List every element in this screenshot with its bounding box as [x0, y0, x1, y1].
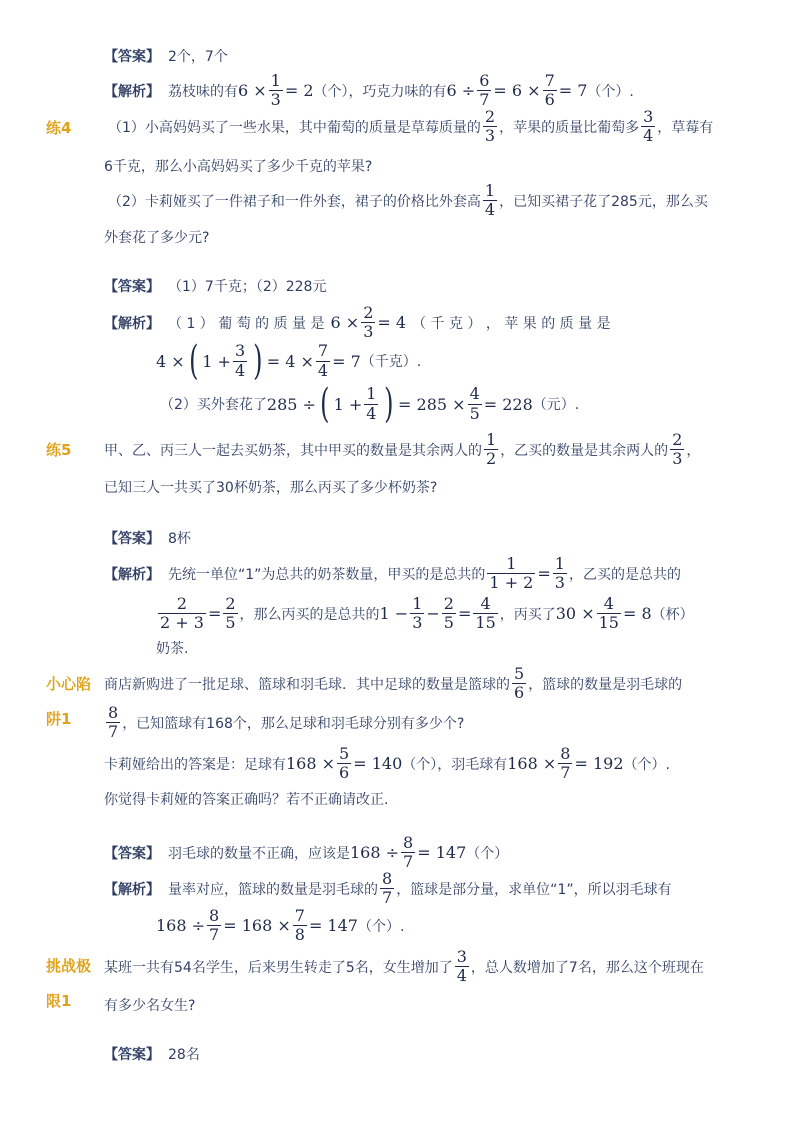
- text: （1）小高妈妈买了一些水果，其中葡萄的质量是草莓质量的: [108, 119, 481, 136]
- question-line: [104, 948, 704, 986]
- text: （个）.: [623, 756, 670, 773]
- fraction: $\frac{3}{4}$: [456, 947, 467, 986]
- answer-label: 【答案】: [104, 531, 160, 547]
- text: ，苹果的质量比葡萄多: [499, 119, 640, 136]
- fraction: $\frac{8}{7}$: [560, 744, 571, 783]
- text: 量率对应，篮球的数量是羽毛球的: [168, 881, 378, 898]
- math: = 6 ×: [493, 81, 541, 101]
- analysis-label: 【解析】: [104, 315, 160, 332]
- fraction: $\frac{3}{4}$: [643, 107, 654, 146]
- text: ，: [686, 442, 701, 459]
- math: = 168 ×: [223, 916, 291, 936]
- math: 6 ×: [330, 313, 360, 333]
- text: （千克）.: [360, 354, 422, 370]
- section-label-line: 小心陷: [46, 675, 92, 693]
- answer-text: 8杯: [168, 531, 191, 547]
- fraction: $\frac{1}{3}$: [554, 554, 565, 593]
- answer-label: 【答案】: [104, 1047, 160, 1063]
- section-label-line: 限1: [46, 992, 72, 1010]
- fraction: $\frac{2}{3}$: [484, 107, 496, 146]
- text: ，草莓有: [657, 119, 714, 136]
- answer-line: [104, 1044, 200, 1064]
- text: （个），巧克力味的有: [313, 83, 447, 100]
- answer-label: 【答案】: [104, 845, 160, 862]
- math: = 2: [284, 81, 314, 101]
- fraction: $\frac{2}{5}$: [225, 594, 236, 633]
- question-line: [104, 704, 464, 742]
- math: 168 ×: [286, 754, 336, 774]
- text: 奶茶.: [156, 641, 189, 657]
- math: = 4 ×: [266, 351, 314, 371]
- question-line: [104, 477, 437, 497]
- question-line: [104, 789, 388, 809]
- fraction: $\frac{1}{2}$: [486, 430, 497, 469]
- analysis-line: [156, 907, 404, 945]
- question-line: [108, 182, 708, 220]
- analysis-line: [156, 595, 694, 633]
- math: = 285 ×: [398, 394, 466, 414]
- question-line: [104, 431, 700, 469]
- analysis-label: 【解析】: [104, 881, 160, 898]
- question-line: [104, 995, 195, 1015]
- section-label-lian5: 练5: [46, 441, 72, 459]
- text: ，乙买的数量是其余两人的: [500, 442, 669, 459]
- fraction: $\frac{5}{6}$: [514, 664, 525, 703]
- text: （ 1 ） 葡 萄 的 质 量 是: [168, 315, 325, 332]
- text: （个）.: [357, 918, 405, 935]
- fraction: $\frac{8}{7}$: [382, 869, 393, 908]
- math: =: [457, 604, 472, 624]
- section-label-line: 阱1: [46, 710, 72, 728]
- fraction: $\frac{7}{8}$: [294, 906, 305, 945]
- question-line: [104, 227, 209, 247]
- section-label-challenge: [46, 952, 106, 1016]
- math: 168 ÷: [350, 843, 400, 863]
- math: = 140: [353, 754, 403, 774]
- text: ，乙买的是总共的: [568, 566, 681, 583]
- text: ，篮球的数量是羽毛球的: [528, 676, 683, 693]
- question-line: [104, 665, 682, 703]
- text: ，那么丙买的是总共的: [239, 606, 380, 623]
- text: ，已知买裙子花了285元，那么买: [499, 193, 708, 210]
- text: 甲、乙、丙三人一起去买奶茶，其中甲买的数量是其余两人的: [104, 442, 482, 459]
- fraction: $\frac{4}{15}$: [475, 594, 496, 633]
- analysis-line: [156, 638, 188, 658]
- text: 卡莉娅给出的答案是：足球有: [104, 756, 286, 773]
- section-label-trap: [46, 670, 106, 734]
- answer-label: 【答案】: [104, 49, 160, 65]
- analysis-label: 【解析】: [104, 83, 160, 100]
- text: ，已知篮球有168个，那么足球和羽毛球分别有多少个?: [122, 715, 465, 732]
- answer-label: 【答案】: [104, 279, 160, 295]
- analysis-line: （2）买外套花了 285 ÷ ( 1 + $\frac{1}{4}$ ) = 285 × $\frac{4}{5}$ = 228 （元）.: [160, 381, 580, 427]
- fraction: $\frac{1}{4}$: [484, 181, 496, 220]
- answer-line: [104, 834, 508, 872]
- section-label-lian4: 练4: [46, 119, 72, 137]
- text: 商店新购进了一批足球、篮球和羽毛球．其中足球的数量是篮球的: [104, 676, 510, 693]
- math: = 8: [622, 604, 652, 624]
- math: 6 ×: [238, 81, 267, 101]
- fraction: $\frac{2}{3}$: [672, 430, 683, 469]
- math: 6 ÷: [446, 81, 476, 101]
- analysis-line: [104, 555, 681, 593]
- answer-text: 28名: [168, 1047, 200, 1063]
- math: −: [426, 604, 440, 624]
- answer-text: （1）7千克；（2）228元: [168, 279, 327, 295]
- math: 1 +: [333, 394, 363, 414]
- text: （ 千 克 ） ， 苹 果 的 质 量 是: [412, 315, 611, 332]
- math: 1 +: [202, 351, 231, 371]
- text: （个）.: [587, 83, 634, 100]
- math: = 147: [308, 916, 358, 936]
- text: 6千克，那么小高妈妈买了多少千克的苹果?: [104, 159, 373, 175]
- text: 先统一单位“1”为总共的奶茶数量，甲买的是总共的: [168, 566, 486, 583]
- text: （个），羽毛球有: [402, 756, 508, 773]
- math: 168 ÷: [156, 916, 206, 936]
- fraction: $\frac{7}{6}$: [544, 71, 555, 110]
- fraction: $\frac{4}{5}$: [469, 384, 480, 423]
- analysis-line: 4 × ( 1 + $\frac{3}{4}$ ) = 4 × $\frac{7}{4}$ = 7 （千克）.: [156, 338, 422, 384]
- text: 有多少名女生?: [104, 998, 196, 1014]
- math: = 4: [377, 313, 407, 333]
- answer-text: （个）: [466, 845, 509, 862]
- fraction: $\frac{4}{15}$: [598, 594, 619, 633]
- fraction: $\frac{7}{4}$: [317, 341, 329, 380]
- question-line: [108, 108, 713, 146]
- text: ，篮球是部分量，求单位“1”，所以羽毛球有: [396, 881, 672, 898]
- math: =: [537, 564, 551, 584]
- analysis-line: [104, 304, 611, 342]
- text: 已知三人一共买了30杯奶茶，那么丙买了多少杯奶茶?: [104, 480, 438, 496]
- math: 285 ÷: [266, 394, 316, 414]
- text: 外套花了多少元?: [104, 230, 210, 246]
- fraction: $\frac{2}{2 + 3}$: [160, 594, 204, 633]
- fraction: $\frac{2}{5}$: [443, 594, 454, 633]
- math: =: [207, 604, 222, 624]
- analysis-label: 【解析】: [104, 566, 160, 583]
- math: = 192: [574, 754, 624, 774]
- fraction: $\frac{2}{3}$: [363, 303, 374, 342]
- fraction: $\frac{1}{3}$: [412, 594, 423, 633]
- fraction: $\frac{6}{7}$: [479, 71, 490, 110]
- text: 你觉得卡莉娅的答案正确吗？若不正确请改正.: [104, 792, 389, 808]
- math: 168 ×: [507, 754, 557, 774]
- text: （元）.: [532, 397, 580, 413]
- answer-text: 羽毛球的数量不正确，应该是: [168, 845, 350, 862]
- answer-line: [104, 528, 191, 548]
- text: （杯）: [651, 606, 694, 623]
- math: = 147: [417, 843, 467, 863]
- text: 荔枝味的有: [168, 83, 238, 100]
- answer-line: [104, 46, 228, 66]
- text: ，总人数增加了7名，那么这个班现在: [470, 959, 704, 976]
- fraction: $\frac{1}{1 + 2}$: [489, 554, 534, 593]
- section-label-line: 挑战极: [46, 957, 92, 975]
- fraction: $\frac{5}{6}$: [339, 744, 350, 783]
- math: 1 −: [379, 604, 409, 624]
- question-line: [104, 156, 372, 176]
- fraction: $\frac{1}{4}$: [366, 384, 377, 423]
- math: 30 ×: [555, 604, 595, 624]
- text: （2）买外套花了: [160, 397, 267, 413]
- text: 某班一共有54名学生，后来男生转走了5名，女生增加了: [104, 959, 453, 976]
- fraction: $\frac{8}{7}$: [403, 833, 414, 872]
- fraction: $\frac{3}{4}$: [234, 341, 246, 380]
- answer-line: [104, 276, 326, 296]
- answer-text: 2个，7个: [168, 49, 228, 65]
- text: （2）卡莉娅买了一件裙子和一件外套，裙子的价格比外套高: [108, 193, 481, 210]
- fraction: $\frac{8}{7}$: [209, 906, 220, 945]
- math: = 228: [483, 394, 533, 414]
- math: = 7: [332, 351, 361, 371]
- fraction: $\frac{1}{3}$: [270, 71, 281, 110]
- math: = 7: [558, 81, 588, 101]
- text: ，丙买了: [499, 606, 556, 623]
- fraction: $\frac{8}{7}$: [108, 703, 119, 742]
- question-line: [104, 745, 670, 783]
- analysis-line: [104, 870, 672, 908]
- math: 4 ×: [156, 351, 185, 371]
- analysis-line: [104, 72, 634, 110]
